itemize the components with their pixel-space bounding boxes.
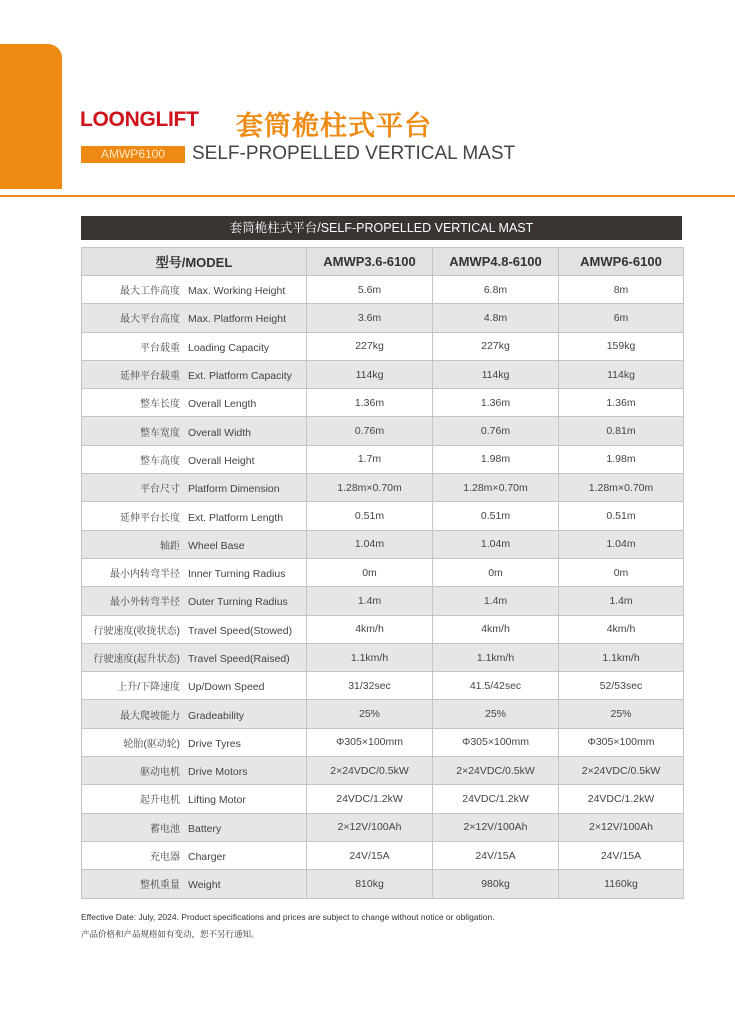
model-column-header: AMWP6-6100 bbox=[559, 248, 684, 276]
spec-label-cn: 最小外转弯半径 bbox=[110, 597, 180, 609]
header-divider bbox=[0, 195, 735, 197]
footer-disclaimer-cn: 产品价格和产品规格如有变动，恕不另行通知。 bbox=[81, 929, 260, 939]
table-header-row bbox=[82, 248, 684, 276]
spec-label-cn: 延伸平台长度 bbox=[120, 512, 180, 524]
spec-label-en: Ext. Platform Capacity bbox=[188, 370, 292, 383]
table-row bbox=[82, 700, 684, 728]
spec-label bbox=[82, 474, 307, 502]
spec-label-en: Max. Platform Height bbox=[188, 313, 287, 326]
spec-value: 159kg bbox=[559, 332, 684, 360]
spec-label-cn: 充电器 bbox=[150, 852, 180, 864]
spec-value: 1.4m bbox=[433, 587, 559, 615]
spec-label-en: Charger bbox=[188, 851, 226, 864]
brand-logo: LOONGLIFT bbox=[80, 108, 199, 131]
spec-label-en: Travel Speed(Raised) bbox=[188, 653, 290, 665]
spec-label-cn: 整车高度 bbox=[140, 455, 180, 467]
spec-value: 6m bbox=[559, 304, 684, 332]
spec-label-en: Overall Length bbox=[188, 398, 257, 411]
spec-label-cn: 行驶速度(收拢状态) bbox=[93, 625, 180, 637]
spec-label-en: Max. Working Height bbox=[188, 285, 286, 298]
spec-value: Φ305×100mm bbox=[559, 728, 684, 756]
table-row bbox=[82, 276, 684, 304]
spec-value: 31/32sec bbox=[307, 672, 433, 700]
table-row bbox=[82, 502, 684, 530]
spec-label bbox=[82, 757, 307, 785]
table-row bbox=[82, 417, 684, 445]
spec-value: 6.8m bbox=[433, 276, 559, 304]
spec-label bbox=[82, 445, 307, 473]
table-row bbox=[82, 474, 684, 502]
spec-value: 4km/h bbox=[559, 615, 684, 643]
spec-label-cn: 蓄电池 bbox=[150, 823, 180, 835]
spec-value: 2×12V/100Ah bbox=[559, 813, 684, 841]
spec-value: 0.51m bbox=[559, 502, 684, 530]
table-row bbox=[82, 870, 684, 898]
spec-value: 1.36m bbox=[433, 389, 559, 417]
spec-value: 24V/15A bbox=[433, 841, 559, 869]
spec-value: 4.8m bbox=[433, 304, 559, 332]
spec-label-cn: 轴距 bbox=[160, 540, 180, 552]
spec-label-cn: 起升电机 bbox=[140, 795, 180, 807]
spec-label bbox=[82, 813, 307, 841]
spec-label-en: Gradeability bbox=[188, 709, 245, 722]
spec-value: 0.51m bbox=[433, 502, 559, 530]
spec-label-en: Ext. Platform Length bbox=[188, 511, 284, 524]
spec-value: 1.4m bbox=[559, 587, 684, 615]
spec-table bbox=[81, 247, 684, 899]
table-row bbox=[82, 587, 684, 615]
spec-label-en: Loading Capacity bbox=[188, 341, 270, 354]
spec-value: 810kg bbox=[307, 870, 433, 898]
table-row bbox=[82, 445, 684, 473]
spec-value: 8m bbox=[559, 276, 684, 304]
table-row bbox=[82, 332, 684, 360]
spec-label-en: Drive Tyres bbox=[188, 737, 241, 750]
spec-label-en: Overall Height bbox=[188, 454, 255, 467]
table-row bbox=[82, 813, 684, 841]
spec-label-cn: 平台尺寸 bbox=[140, 484, 180, 496]
spec-value: 24V/15A bbox=[307, 841, 433, 869]
spec-label-en: Weight bbox=[188, 879, 221, 892]
spec-label bbox=[82, 728, 307, 756]
spec-label bbox=[82, 502, 307, 530]
orange-side-tab bbox=[0, 44, 62, 189]
table-row bbox=[82, 841, 684, 869]
spec-value: 2×12V/100Ah bbox=[307, 813, 433, 841]
spec-value: 52/53sec bbox=[559, 672, 684, 700]
spec-value: 1.1km/h bbox=[559, 643, 684, 671]
spec-value: 1.04m bbox=[559, 530, 684, 558]
spec-label-cn: 行驶速度(起升状态) bbox=[93, 654, 180, 665]
spec-value: 24V/15A bbox=[559, 841, 684, 869]
spec-value: 0.76m bbox=[433, 417, 559, 445]
table-row bbox=[82, 757, 684, 785]
spec-label bbox=[82, 304, 307, 332]
spec-value: 0.76m bbox=[307, 417, 433, 445]
table-row bbox=[82, 530, 684, 558]
table-row bbox=[82, 643, 684, 671]
spec-value: 1.36m bbox=[559, 389, 684, 417]
spec-value: 1.4m bbox=[307, 587, 433, 615]
spec-label-cn: 最大工作高度 bbox=[120, 286, 180, 298]
spec-value: 1.04m bbox=[433, 530, 559, 558]
spec-label-cn: 整机重量 bbox=[140, 880, 180, 892]
spec-value: Φ305×100mm bbox=[307, 728, 433, 756]
spec-value: 2×24VDC/0.5kW bbox=[433, 757, 559, 785]
spec-value: 1.28m×0.70m bbox=[307, 474, 433, 502]
spec-value: 1.1km/h bbox=[307, 643, 433, 671]
spec-label bbox=[82, 587, 307, 615]
spec-value: 1.28m×0.70m bbox=[559, 474, 684, 502]
spec-label bbox=[82, 615, 307, 643]
spec-label-en: Outer Turning Radius bbox=[188, 596, 288, 609]
spec-label bbox=[82, 672, 307, 700]
spec-value: 25% bbox=[433, 700, 559, 728]
spec-value: 1.1km/h bbox=[433, 643, 559, 671]
spec-value: 114kg bbox=[307, 360, 433, 388]
model-column-header: AMWP4.8-6100 bbox=[433, 248, 559, 276]
spec-label-cn: 最大爬坡能力 bbox=[120, 710, 180, 722]
table-row bbox=[82, 615, 684, 643]
spec-label-cn: 驱动电机 bbox=[140, 767, 180, 779]
spec-label bbox=[82, 700, 307, 728]
spec-label-cn: 平台载重 bbox=[140, 342, 180, 354]
spec-value: 0.51m bbox=[307, 502, 433, 530]
table-row bbox=[82, 304, 684, 332]
spec-label-en: Lifting Motor bbox=[188, 794, 246, 807]
spec-value: 1.36m bbox=[307, 389, 433, 417]
spec-value: 1.98m bbox=[433, 445, 559, 473]
spec-label-cn: 最大平台高度 bbox=[120, 314, 180, 326]
spec-value: 1.98m bbox=[559, 445, 684, 473]
spec-label bbox=[82, 558, 307, 586]
table-row bbox=[82, 389, 684, 417]
model-column-header: AMWP3.6-6100 bbox=[307, 248, 433, 276]
spec-label-cn: 轮胎(驱动轮) bbox=[123, 738, 180, 750]
spec-value: 114kg bbox=[433, 360, 559, 388]
spec-value: 2×24VDC/0.5kW bbox=[559, 757, 684, 785]
spec-label bbox=[82, 530, 307, 558]
spec-label-en: Travel Speed(Stowed) bbox=[188, 624, 293, 637]
footer-disclaimer-en: Effective Date: July, 2024. Product specifications and prices are subject to change without notice or obligation. bbox=[81, 912, 495, 922]
spec-label bbox=[82, 276, 307, 304]
spec-label bbox=[82, 417, 307, 445]
spec-value: 24VDC/1.2kW bbox=[433, 785, 559, 813]
spec-value: 5.6m bbox=[307, 276, 433, 304]
spec-value: 114kg bbox=[559, 360, 684, 388]
spec-label-en: Overall Width bbox=[188, 426, 252, 439]
spec-value: 4km/h bbox=[307, 615, 433, 643]
table-title-bar: 套筒桅柱式平台/SELF-PROPELLED VERTICAL MAST bbox=[81, 216, 682, 240]
spec-label-cn: 整车长度 bbox=[140, 399, 180, 411]
spec-value: 0m bbox=[559, 558, 684, 586]
spec-label-en: Battery bbox=[188, 822, 222, 835]
spec-label-en: Drive Motors bbox=[188, 766, 248, 779]
spec-value: 1.7m bbox=[307, 445, 433, 473]
spec-value: 25% bbox=[559, 700, 684, 728]
spec-label bbox=[82, 332, 307, 360]
spec-value: 1.04m bbox=[307, 530, 433, 558]
spec-label bbox=[82, 785, 307, 813]
spec-value: 0m bbox=[433, 558, 559, 586]
spec-label bbox=[82, 360, 307, 388]
spec-value: 4km/h bbox=[433, 615, 559, 643]
series-badge: AMWP6100 bbox=[81, 146, 185, 163]
spec-label-cn: 整车宽度 bbox=[140, 427, 180, 439]
model-label-header: 型号/MODEL bbox=[82, 248, 307, 276]
spec-value: 227kg bbox=[433, 332, 559, 360]
spec-value: 3.6m bbox=[307, 304, 433, 332]
table-row bbox=[82, 360, 684, 388]
spec-label-en: Inner Turning Radius bbox=[188, 568, 286, 581]
spec-value: 0m bbox=[307, 558, 433, 586]
spec-value: 41.5/42sec bbox=[433, 672, 559, 700]
spec-label-en: Up/Down Speed bbox=[188, 681, 265, 694]
spec-value: 227kg bbox=[307, 332, 433, 360]
table-row bbox=[82, 728, 684, 756]
spec-value: 2×24VDC/0.5kW bbox=[307, 757, 433, 785]
spec-label bbox=[82, 643, 307, 671]
spec-value: 980kg bbox=[433, 870, 559, 898]
spec-label bbox=[82, 841, 307, 869]
table-row bbox=[82, 785, 684, 813]
spec-label-en: Platform Dimension bbox=[188, 483, 280, 496]
spec-value: 24VDC/1.2kW bbox=[307, 785, 433, 813]
spec-label-cn: 最小内转弯半径 bbox=[110, 569, 180, 581]
spec-value: 24VDC/1.2kW bbox=[559, 785, 684, 813]
table-row bbox=[82, 558, 684, 586]
page-subtitle: SELF-PROPELLED VERTICAL MAST bbox=[192, 143, 516, 164]
spec-value: 1.28m×0.70m bbox=[433, 474, 559, 502]
spec-label-en: Wheel Base bbox=[188, 539, 245, 552]
spec-label-cn: 上升/下降速度 bbox=[117, 682, 180, 694]
spec-value: 2×12V/100Ah bbox=[433, 813, 559, 841]
spec-value: 25% bbox=[307, 700, 433, 728]
spec-label bbox=[82, 870, 307, 898]
spec-value: Φ305×100mm bbox=[433, 728, 559, 756]
spec-label-cn: 延伸平台载重 bbox=[120, 371, 180, 383]
page-title-cn: 套筒桅柱式平台 bbox=[236, 111, 432, 141]
spec-label bbox=[82, 389, 307, 417]
table-row bbox=[82, 672, 684, 700]
spec-value: 0.81m bbox=[559, 417, 684, 445]
spec-value: 1160kg bbox=[559, 870, 684, 898]
